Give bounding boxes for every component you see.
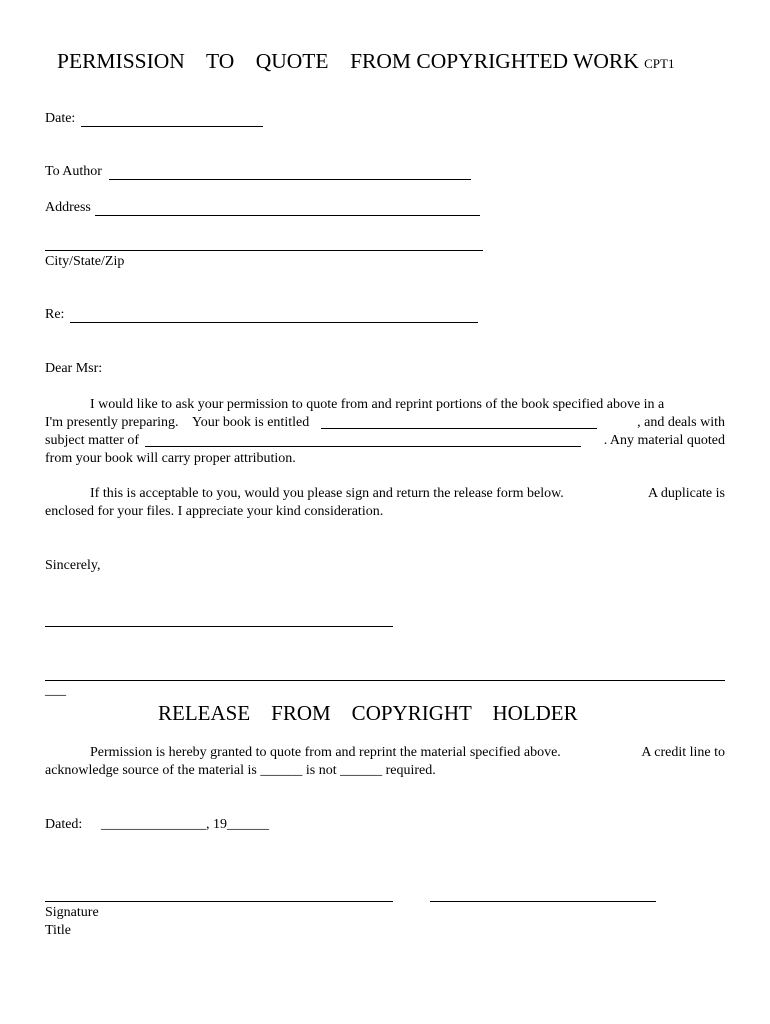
salutation: Dear Msr: [45, 361, 103, 376]
to-author-label: To Author [45, 164, 102, 179]
date-label: Date: [45, 111, 76, 126]
city-state-zip-label: City/State/Zip [45, 254, 125, 269]
document-title [57, 47, 674, 78]
holder-signature-line[interactable] [45, 901, 393, 902]
signature-label: Signature [45, 905, 99, 920]
acceptance-line-2: enclosed for your files. I appreciate your kind consideration. [45, 504, 384, 519]
acceptance-paragraph [45, 485, 725, 521]
request-line-3: subject matter of . Any material quoted [45, 433, 725, 448]
holder-date-line[interactable] [430, 901, 656, 902]
address-label: Address [45, 200, 91, 215]
release-heading: RELEASE FROM COPYRIGHT HOLDER [158, 701, 578, 725]
title-main: PERMISSION TO QUOTE FROM COPYRIGHTED WORK [57, 49, 639, 73]
re-label: Re: [45, 307, 65, 322]
form-code: CPT1 [644, 56, 675, 71]
closing: Sincerely, [45, 558, 101, 573]
sender-signature-line[interactable] [45, 626, 393, 627]
release-line-1: Permission is hereby granted to quote from and reprint the material specified above. A credit line to [90, 745, 725, 760]
subject-matter-field[interactable] [145, 432, 581, 447]
request-line-1: I would like to ask your permission to quote from and reprint portions of the book specified above in a [90, 397, 665, 412]
request-line-4: from your book will carry proper attribution. [45, 451, 296, 466]
release-line-2: acknowledge source of the material is ______ is not ______ required. [45, 763, 436, 778]
address-field[interactable] [95, 215, 480, 216]
request-line-2: I'm presently preparing. Your book is entitled , and deals with [45, 415, 725, 430]
date-field[interactable] [81, 126, 263, 127]
section-divider [45, 680, 725, 681]
city-state-zip-field[interactable] [45, 250, 483, 251]
acceptance-line-1: If this is acceptable to you, would you please sign and return the release form below. A duplicate is [90, 486, 725, 501]
stray-underscore: ___ [45, 683, 66, 698]
title-label: Title [45, 923, 71, 938]
release-paragraph [45, 744, 725, 780]
request-paragraph [45, 396, 725, 468]
dated-field[interactable]: _______________, 19______ [101, 817, 269, 832]
book-title-field[interactable] [321, 414, 597, 429]
re-field[interactable] [70, 322, 478, 323]
to-author-field[interactable] [109, 179, 471, 180]
dated-label: Dated: [45, 817, 83, 832]
